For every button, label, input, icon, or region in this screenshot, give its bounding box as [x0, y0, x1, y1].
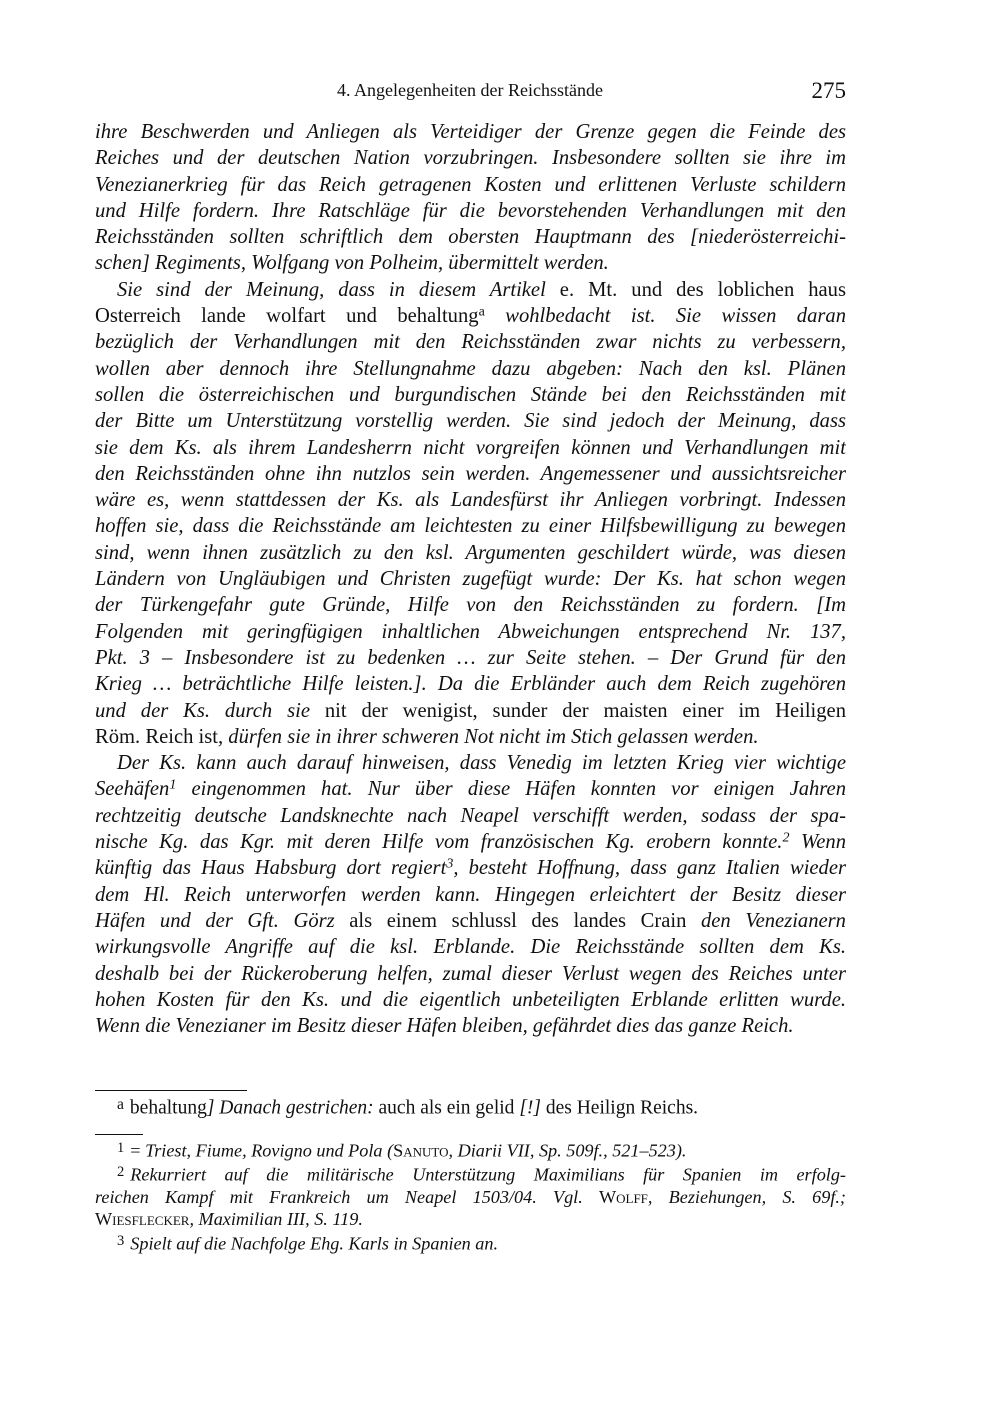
paragraph	[95, 119, 846, 277]
text-line	[95, 566, 846, 592]
note-number: a	[117, 1096, 124, 1113]
text-segment: ] Danach gestrichen:	[206, 1097, 374, 1119]
text-segment: wohlbedacht ist. Sie wissen daran	[484, 305, 846, 328]
text-line	[95, 145, 846, 171]
text-line	[95, 224, 846, 250]
text-segment: e. Mt. und des loblichen haus	[545, 278, 846, 301]
footnote-marker: 2	[782, 830, 790, 846]
text-line	[95, 961, 846, 987]
text-line	[95, 1013, 846, 1039]
text-segment: reichen Kampf mit Frankreich um Neapel 1503/04. Vgl.	[95, 1186, 599, 1207]
running-title: 4. Angelegenheiten der Reichsstände	[337, 80, 603, 100]
text-line	[95, 803, 846, 829]
text-segment: , besteht Hoffnung, dass ganz Italien wieder	[453, 857, 846, 880]
text-segment: Sanuto	[393, 1140, 449, 1161]
text-line	[95, 776, 846, 802]
text-segment: wäre es, wenn stattdessen der Ks. als Landesfürst ihr Anliegen vorbringt. Indessen	[95, 489, 846, 512]
text-line	[95, 408, 846, 434]
text-segment: Folgenden mit geringfügigen inhaltlichen Abweichungen entsprechend Nr. 137,	[95, 620, 846, 643]
text-segment: Sie sind der Meinung, dass in diesem Artikel	[117, 278, 546, 301]
text-segment: Wenn	[789, 831, 846, 854]
text-line	[95, 487, 846, 513]
text-segment: sind, wenn ihnen zusätzlich zu den ksl. Argumenten geschildert würde, was diesen	[95, 541, 846, 564]
footnote-marker: 1	[169, 778, 177, 794]
text-line	[95, 882, 846, 908]
footnote	[95, 1137, 846, 1161]
apparatus-note-a	[95, 1094, 846, 1120]
text-segment: Pkt. 3 – Insbesondere ist zu bedenken … zur Seite stehen. – Der Grund für den	[95, 646, 846, 669]
text-segment: den Reichsständen ohne ihn nutzlos sein werden. Angemessener und aussichtsreicher	[95, 462, 846, 485]
text-segment: der Türkengefahr gute Gründe, Hilfe von den Reichsständen zu fordern. [Im	[95, 594, 846, 617]
text-line	[95, 172, 846, 198]
text-line	[95, 435, 846, 461]
text-segment: , dürfen sie in ihrer schweren Not nicht im Stich gelassen werden.	[218, 725, 759, 748]
text-segment: nit der wenigist, sunder der maisten einer im Heiligen	[309, 699, 846, 722]
footnote-marker: 3	[446, 857, 454, 873]
text-segment: Wiesflecker	[95, 1208, 190, 1229]
text-segment: des Heilign Reichs.	[540, 1097, 699, 1119]
text-segment: Reiches und der deutschen Nation vorzubringen. Insbesondere sollten sie ihre im	[95, 147, 846, 170]
text-segment: den Venezianern	[701, 909, 846, 932]
footnote-line	[95, 1137, 846, 1161]
text-line	[95, 750, 846, 776]
text-segment: , Beziehungen, S. 69f.;	[647, 1186, 846, 1207]
text-segment: Röm. Reich ist	[95, 725, 218, 748]
text-line	[95, 356, 846, 382]
text-segment: der Bitte um Unterstützung vorstellig werden. Sie sind jedoch der Meinung, dass	[95, 410, 846, 433]
text-segment: rechtzeitig deutsche Landsknechte nach Neapel verschifft werden, sodass der spa-	[95, 804, 846, 827]
footnote-line	[95, 1186, 846, 1208]
note-number: 2	[117, 1164, 125, 1181]
text-line	[95, 592, 846, 618]
text-segment: Rekurriert auf die militärische Unterstützung Maximilians für Spanien im erfolg-	[130, 1164, 846, 1185]
text-segment: als einem schlussl des landes Crain	[334, 909, 701, 932]
text-line	[95, 671, 846, 697]
text-segment: dem Hl. Reich unterworfen werden kann. Hingegen erleichtert der Besitz dieser	[95, 883, 846, 906]
text-segment: =	[130, 1140, 146, 1161]
text-segment: ihre Beschwerden und Anliegen als Verteidiger der Grenze gegen die Feinde des	[95, 121, 846, 143]
text-line	[95, 540, 846, 566]
text-segment: Seehäfen	[95, 778, 170, 801]
text-line	[95, 934, 846, 960]
text-segment: Wolff	[598, 1186, 648, 1207]
footnote-marker: a	[478, 304, 485, 320]
footnote-line	[95, 1208, 846, 1230]
text-line	[95, 855, 846, 881]
text-line	[95, 329, 846, 355]
text-segment: , Diarii VII, Sp. 509f., 521–523).	[448, 1140, 687, 1161]
paragraph	[95, 277, 846, 750]
text-segment: wollen aber dennoch ihre Stellungnahme dazu abgeben: Nach den ksl. Plänen	[95, 357, 846, 380]
text-line	[95, 119, 846, 145]
text-segment: Venezianerkrieg für das Reich getragenen Kosten und erlittenen Verluste schildern	[95, 173, 846, 196]
note-number: 3	[117, 1232, 125, 1249]
text-segment: auch als ein gelid	[373, 1097, 520, 1119]
footnote-line	[95, 1161, 846, 1185]
main-text	[95, 119, 846, 1039]
text-line	[95, 303, 846, 329]
text-line	[95, 619, 846, 645]
text-segment: Ländern von Ungläubigen und Christen zugefügt wurde: Der Ks. hat schon wegen	[95, 568, 846, 591]
text-segment: Der Ks. kann auch darauf hinweisen, dass Venedig im letzten Krieg vier wichtige	[117, 752, 846, 775]
text-segment: , Maximilian III, S. 119.	[189, 1208, 363, 1229]
text-line	[95, 987, 846, 1013]
footnotes	[95, 1137, 846, 1254]
text-segment: künftig das Haus Habsburg dort regiert	[95, 857, 447, 880]
text-line	[95, 198, 846, 224]
text-segment: und der Ks. durch sie	[95, 699, 310, 722]
footnote	[95, 1230, 846, 1254]
text-segment: Wenn die Venezianer im Besitz dieser Häfen bleiben, gefährdet dies das ganze Reich.	[95, 1015, 794, 1038]
text-segment: Krieg … beträchtliche Hilfe leisten.]. Da die Erbländer auch dem Reich zugehören	[95, 673, 846, 696]
text-segment: wirkungsvolle Angriffe auf die ksl. Erblande. Die Reichsstände sollten dem Ks.	[95, 936, 846, 959]
note-number: 1	[117, 1140, 125, 1156]
text-line	[95, 277, 846, 303]
footnote-line	[95, 1230, 846, 1254]
text-segment: nische Kg. das Kgr. mit deren Hilfe vom französischen Kg. erobern konnte.	[95, 831, 783, 854]
text-segment: Reichsständen sollten schriftlich dem obersten Hauptmann des [niederösterreichi-	[95, 226, 846, 249]
text-line	[95, 645, 846, 671]
paragraph	[95, 750, 846, 1039]
text-segment: behaltung	[129, 1097, 207, 1119]
text-segment: sollen die österreichischen und burgundischen Stände bei den Reichsständen mit	[95, 383, 846, 406]
text-segment: Osterreich lande wolfart und behaltung	[95, 305, 479, 328]
text-line	[95, 698, 846, 724]
text-line	[95, 724, 846, 750]
text-segment: schen] Regiments, Wolfgang von Polheim, übermittelt werden.	[95, 252, 609, 275]
text-line	[95, 382, 846, 408]
text-segment: hoffen sie, dass die Reichsstände am leichtesten zu einer Hilfsbewilligung zu bewegen	[95, 515, 846, 538]
text-segment: Triest, Fiume, Rovigno und Pola (	[145, 1140, 394, 1161]
footnote-divider	[95, 1134, 143, 1135]
text-segment: und Hilfe fordern. Ihre Ratschläge für die bevorstehenden Verhandlungen mit den	[95, 199, 846, 222]
text-line	[95, 829, 846, 855]
text-segment: Häfen und der Gft. Görz	[95, 909, 335, 932]
apparatus-divider	[95, 1090, 247, 1091]
text-segment: hohen Kosten für den Ks. und die eigentlich unbeteiligten Erblande erlitten wurde.	[95, 988, 846, 1011]
text-line	[95, 908, 846, 934]
text-segment: Spielt auf die Nachfolge Ehg. Karls in Spanien an.	[130, 1233, 499, 1254]
critical-apparatus	[95, 1094, 846, 1120]
text-line	[95, 461, 846, 487]
text-line	[95, 513, 846, 539]
text-segment: deshalb bei der Rückeroberung helfen, zumal dieser Verlust wegen des Reiches unter	[95, 962, 846, 985]
footnote	[95, 1161, 846, 1229]
text-segment: bezüglich der Verhandlungen mit den Reichsständen zwar nichts zu verbessern,	[95, 331, 846, 354]
text-segment: sie dem Ks. als ihrem Landesherrn nicht vorgreifen können und Verhandlungen mit	[95, 436, 846, 459]
page-number: 275	[811, 78, 846, 103]
text-segment: eingenommen hat. Nur über diese Häfen konnten vor einigen Jahren	[176, 778, 846, 801]
text-line	[95, 250, 846, 276]
text-segment: [!]	[519, 1097, 541, 1119]
